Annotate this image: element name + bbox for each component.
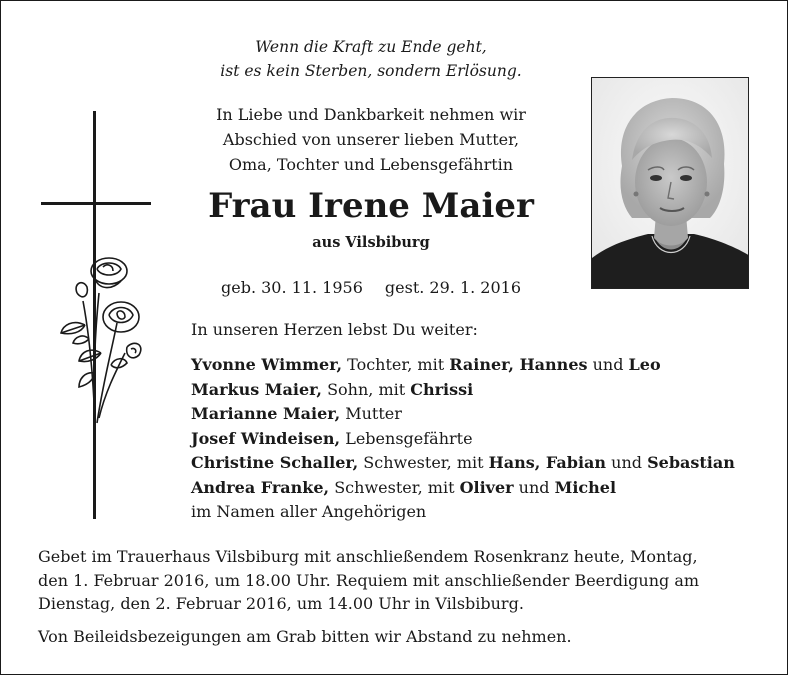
mourner-line (191, 402, 771, 427)
mourner-relation: und (513, 477, 555, 497)
service-line: Gebet im Trauerhaus Vilsbiburg mit anschließendem Rosenkranz heute, Montag, (38, 547, 698, 566)
mourner-relation: Lebensgefährte (340, 428, 473, 448)
mourner-name: Oliver (459, 477, 514, 497)
mourner-name: Yvonne Wimmer, (191, 355, 343, 374)
mourner-relation: Schwester, mit (329, 477, 460, 497)
mourner-line (191, 451, 771, 476)
mourner-name: Marianne Maier, (191, 404, 341, 423)
mourner-name: Josef Windeisen, (191, 428, 341, 448)
mourner-name: Leo (628, 355, 661, 374)
mourner-relation: im Namen aller Angehörigen (191, 502, 427, 521)
motto-line: Wenn die Kraft zu Ende geht, (255, 38, 487, 56)
mourner-relation: Mutter (340, 404, 402, 423)
deceased-name: Frau Irene Maier (208, 186, 534, 226)
mourner-name: Andrea Franke, (191, 477, 330, 497)
mourner-line (191, 353, 771, 378)
mourner-name: Markus Maier, (191, 379, 322, 399)
mourner-relation: Tochter, mit (342, 355, 450, 374)
mourner-name: Chrissi (410, 379, 474, 399)
mourner-relation: Sohn, mit (321, 379, 411, 399)
mourner-line (191, 476, 771, 501)
mourner-name: Rainer, Hannes (449, 355, 588, 374)
mourner-line (191, 427, 771, 452)
mourner-relation: und (587, 355, 629, 374)
closing-note: Von Beileidsbezeigungen am Grab bitten wir Abstand zu nehmen. (38, 627, 572, 646)
life-dates (171, 277, 571, 299)
mourner-name: Sebastian (647, 453, 735, 472)
motto-line: ist es kein Sterben, sondern Erlösung. (220, 62, 522, 80)
service-line: den 1. Februar 2016, um 18.00 Uhr. Requiem mit anschließender Beerdigung am (38, 570, 700, 590)
mourner-name: Hans, Fabian (488, 453, 607, 472)
mourner-name: Christine Schaller, (191, 453, 359, 472)
mourner-line (191, 500, 771, 525)
intro-line: Abschied von unserer lieben Mutter, (222, 130, 520, 149)
birth-date: geb. 30. 11. 1956 (220, 278, 363, 297)
roses-icon (55, 253, 151, 433)
death-date: gest. 29. 1. 2016 (384, 278, 522, 297)
mourner-list (191, 353, 771, 525)
service-info (38, 545, 768, 616)
mourner-name: Michel (554, 477, 617, 497)
service-line: Dienstag, den 2. Februar 2016, um 14.00 Uhr in Vilsbiburg. (38, 594, 524, 613)
intro-line: In Liebe und Dankbarkeit nehmen wir (216, 105, 526, 124)
heart-line: In unseren Herzen lebst Du weiter: (191, 320, 478, 339)
intro-text (171, 102, 571, 177)
mourner-line (191, 378, 771, 403)
mourner-relation: Schwester, mit (358, 453, 489, 472)
intro-line: Oma, Tochter und Lebensgefährtin (228, 155, 514, 174)
portrait-image (592, 78, 749, 289)
mourner-relation: und (606, 453, 648, 472)
deceased-origin: aus Vilsbiburg (312, 234, 430, 251)
portrait-photo (591, 77, 749, 289)
motto (171, 35, 571, 83)
